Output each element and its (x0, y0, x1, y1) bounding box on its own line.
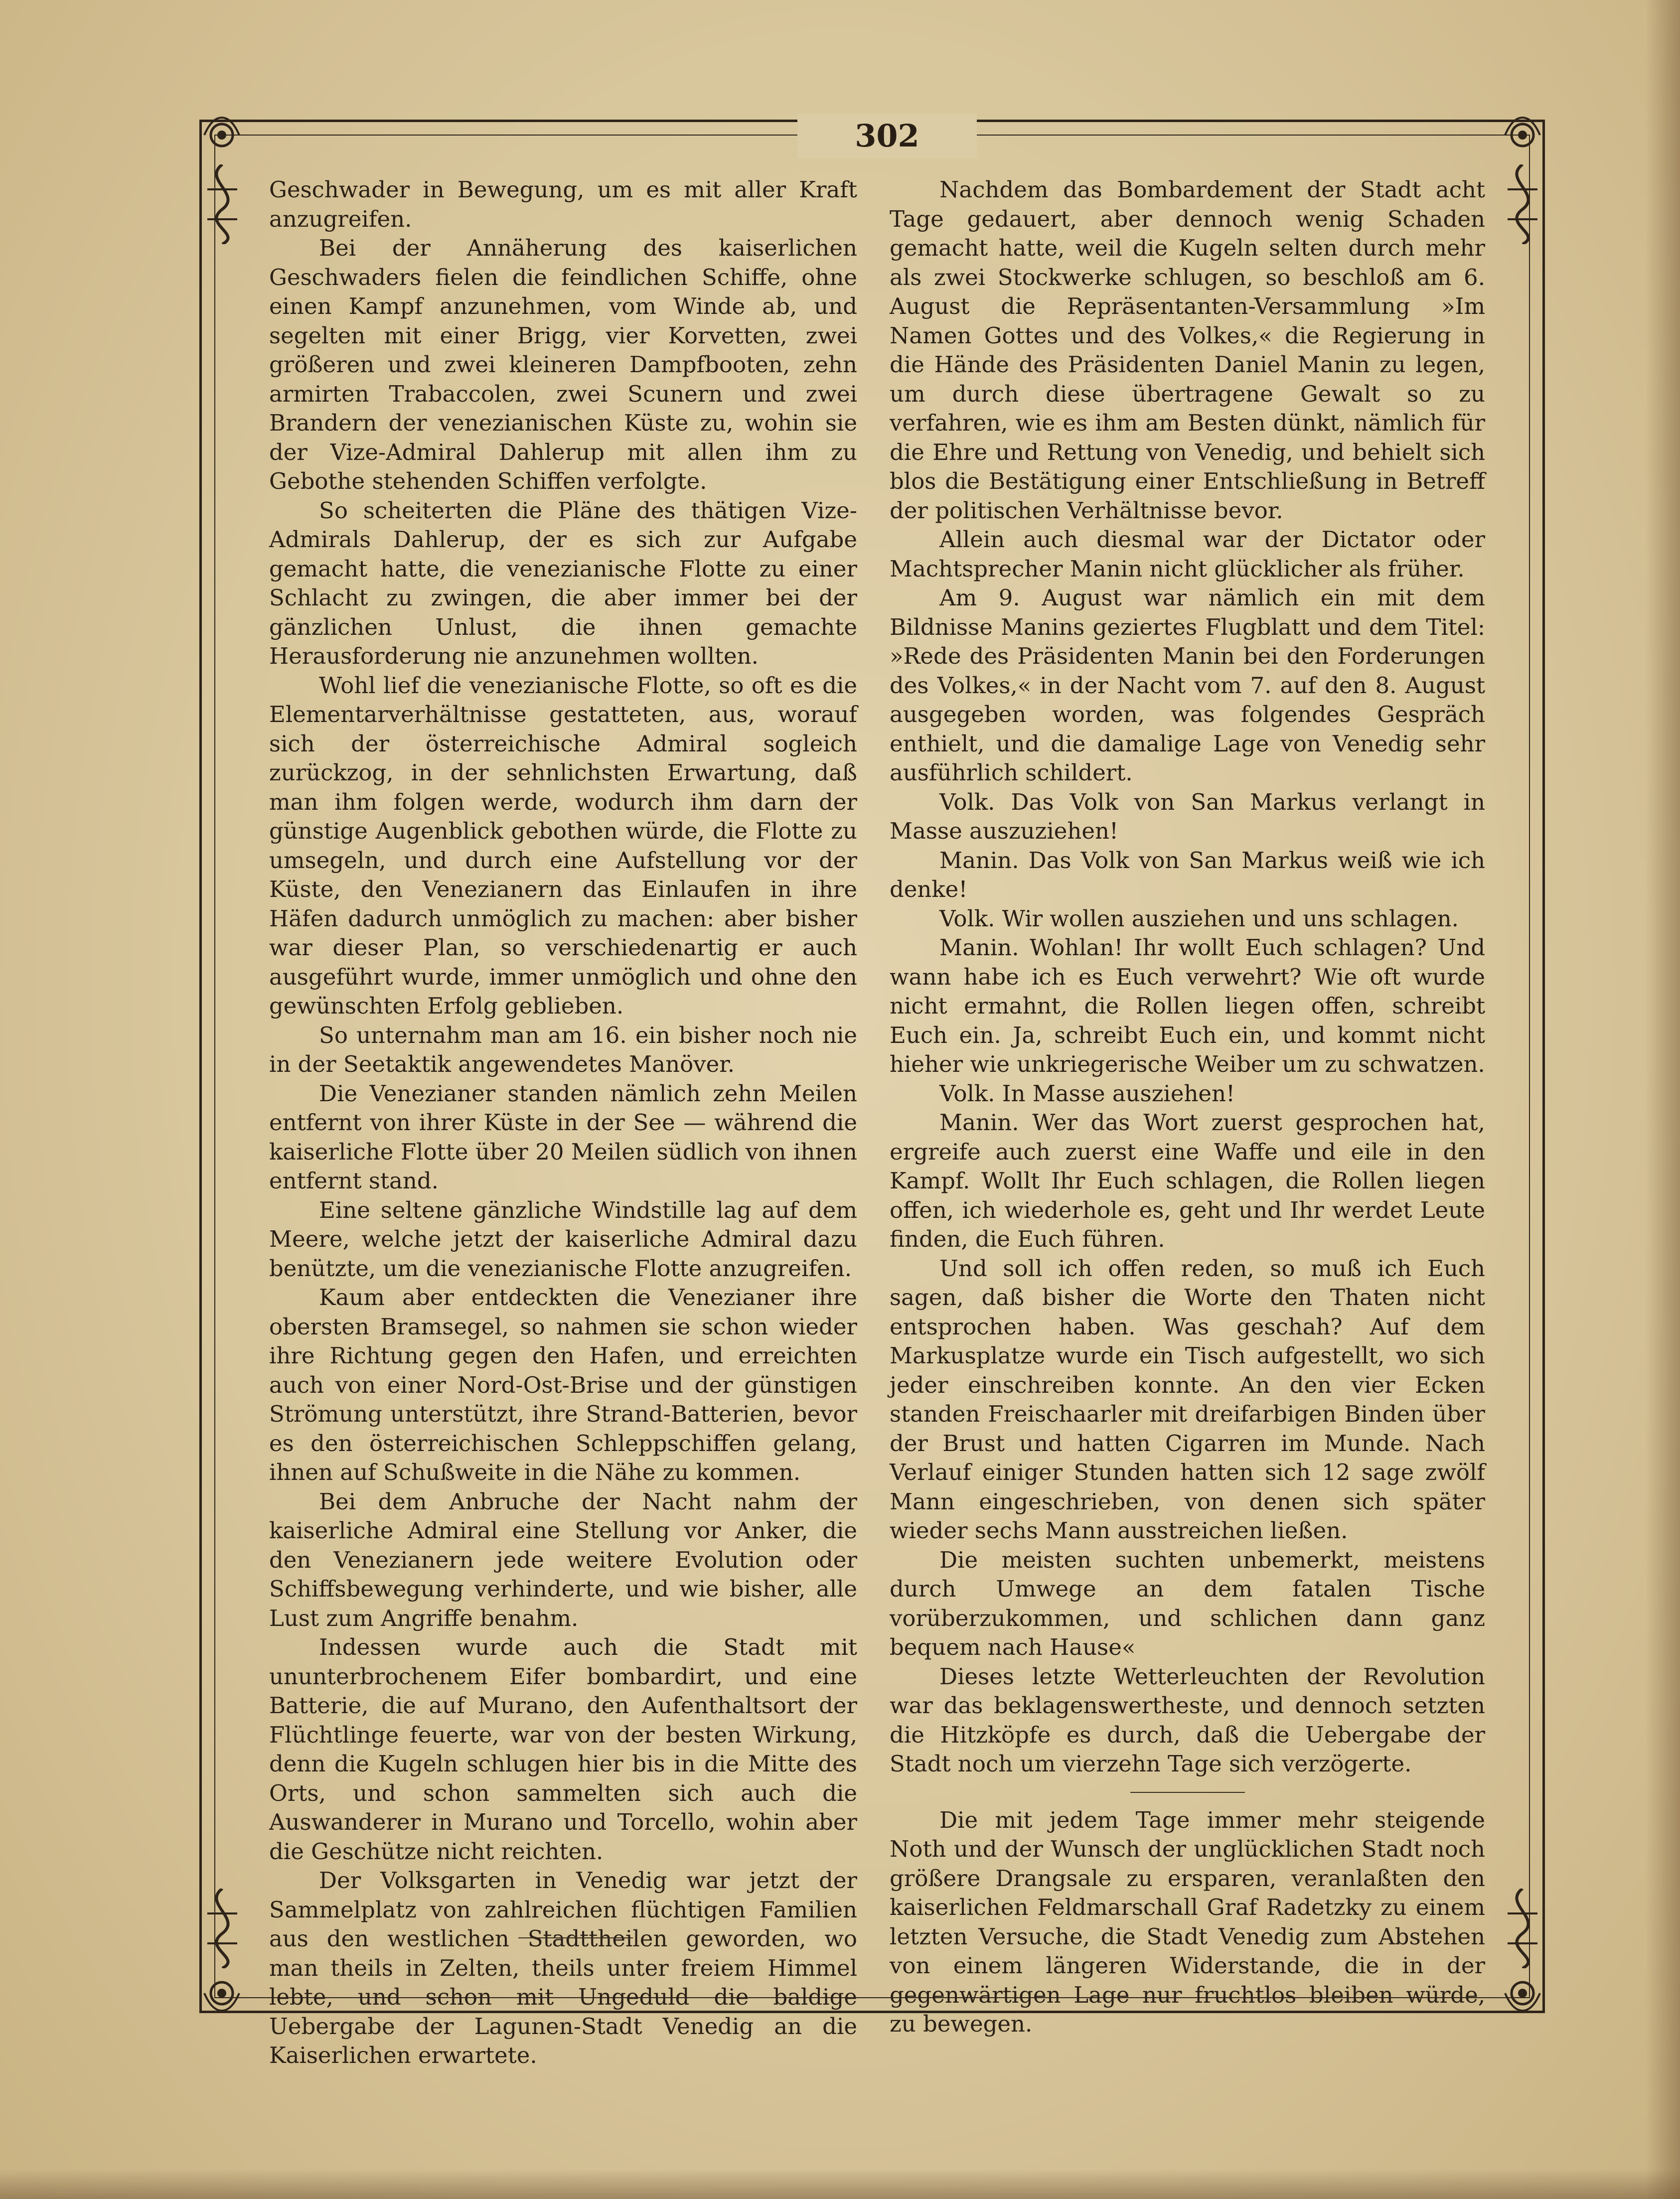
paragraph: Die Venezianer standen nämlich zehn Meilen entfernt von ihrer Küste in der See — während die kaiserliche Flotte über 20 Meilen südlich von ihnen entfernt stand. (269, 1080, 857, 1194)
paragraph: Und soll ich offen reden, so muß ich Euch sagen, daß bisher die Worte den Thaten nicht entsprochen haben. Was geschah? Auf dem Markusplatze wurde ein Tisch aufgestellt, wo sich jeder einschreiben konnte. An den vier Ecken standen Freischaarler mit dreifarbigen Binden über der Brust und hatten Cigarren im Munde. Nach Verlauf einiger Stunden hatten sich 12 sage zwölf Mann eingeschrieben, von denen sich später wieder sechs Mann ausstreichen ließen. (890, 1255, 1485, 1544)
corner-ornament-icon (1500, 1971, 1545, 2016)
corner-ornament-icon (199, 1971, 244, 2016)
paragraph: So unternahm man am 16. ein bisher noch nie in der Seetaktik angewendetes Manöver. (269, 1022, 857, 1077)
paragraph: Wohl lief die venezianische Flotte, so oft es die Elementarverhältnisse gestatteten, aus, worauf sich der österreichische Admiral sogleich zurückzog, in der sehnlichsten Erwartung, daß man ihm folgen werde, wodurch ihm darn der günstige Augenblick gebothen würde, die Flotte zu umsegeln, und durch eine Aufstellung vor der Küste, den Venezianern das Einlaufen in ihre Häfen dadurch unmöglich zu machen: aber bisher war dieser Plan, so verschiedenartig er auch ausgeführt wurde, immer unmöglich und ohne den gewünschten Erfolg geblieben. (269, 672, 857, 1019)
page-number: 302 (797, 114, 977, 158)
dialogue-line: Manin. Das Volk von San Markus weiß wie ich denke! (890, 847, 1485, 902)
dialogue-line: Manin. Wer das Wort zuerst gesprochen hat, ergreife auch zuerst eine Waffe und eile in den Kampf. Wollt Ihr Euch schlagen, die Rollen liegen offen, ich wiederhole es, geht und Ihr werdet Leute finden, die Euch führen. (890, 1109, 1485, 1252)
paragraph: Bei dem Anbruche der Nacht nahm der kaiserliche Admiral eine Stellung vor Anker, die den Venezianern jede weitere Evolution oder Schiffsbewegung verhinderte, und wie bisher, alle Lust zum Angriffe benahm. (269, 1488, 857, 1631)
paragraph: Bei der Annäherung des kaiserlichen Geschwaders fielen die feindlichen Schiffe, ohne einen Kampf anzunehmen, vom Winde ab, und segelten mit einer Brigg, vier Korvetten, zwei größeren und zwei kleineren Dampfbooten, zehn armirten Trabaccolen, zwei Scunern und zwei Brandern der venezianischen Küste zu, wohin sie der Vize-Admiral Dahlerup mit allen ihm zu Gebothe stehenden Schiffen verfolgte. (269, 235, 857, 494)
paragraph: Allein auch diesmal war der Dictator oder Machtsprecher Manin nicht glücklicher als früher. (890, 526, 1485, 582)
flourish-left-bottom-icon (197, 1889, 247, 1968)
paragraph: Eine seltene gänzliche Windstille lag auf dem Meere, welche jetzt der kaiserliche Admiral dazu benützte, um die venezianische Flotte anzugreifen. (269, 1196, 857, 1282)
section-divider (518, 1937, 633, 1938)
dialogue-line: Volk. Wir wollen ausziehen und uns schlagen. (939, 905, 1459, 932)
flourish-right-top-icon (1498, 164, 1547, 244)
flourish-right-bottom-icon (1498, 1889, 1547, 1968)
dialogue-line: Volk. Das Volk von San Markus verlangt in Masse auszuziehen! (890, 788, 1485, 844)
paragraph: Am 9. August war nämlich ein mit dem Bildnisse Manins geziertes Flugblatt und dem Titel: »Rede des Präsidenten Manin bei den Forderungen des Volkes,« in der Nacht vom 7. auf den 8. August ausgegeben worden, was folgendes Gespräch enthielt, und die damalige Lage von Venedig sehr ausführlich schildert. (890, 585, 1485, 786)
dialogue-line: Volk. In Masse ausziehen! (939, 1080, 1235, 1107)
paragraph: Geschwader in Bewegung, um es mit aller Kraft anzugreifen. (269, 176, 857, 232)
text-column-right (890, 175, 1485, 2039)
page-edge-shadow-bottom (0, 2169, 1680, 2199)
paragraph: Die meisten suchten unbemerkt, meistens durch Umwege an dem fatalen Tische vorüberzukommen, und schlichen dann ganz bequem nach Hause« (890, 1546, 1485, 1660)
page-edge-shadow-right (1645, 0, 1680, 2199)
paragraph: Kaum aber entdeckten die Venezianer ihre obersten Bramsegel, so nahmen sie schon wieder ihre Richtung gegen den Hafen, und erreichten auch von einer Nord-Ost-Brise und der günstigen Strömung unterstützt, ihre Strand-Batterien, bevor es den österreichischen Schleppschiffen gelang, ihnen auf Schußweite in die Nähe zu kommen. (269, 1284, 857, 1485)
corner-ornament-icon (1500, 113, 1545, 157)
paragraph: Die mit jedem Tage immer mehr steigende Noth und der Wunsch der unglücklichen Stadt noch größere Drangsale zu ersparen, veranlaßten den kaiserlichen Feldmarschall Graf Radetzky zu einem letzten Versuche, die Stadt Venedig zum Abstehen von einem längeren Widerstande, die in der gegenwärtigen Lage nur fruchtlos bleiben würde, zu bewegen. (890, 1806, 1485, 2037)
flourish-left-top-icon (197, 164, 247, 244)
text-column-left (269, 175, 857, 2070)
corner-ornament-icon (199, 113, 244, 157)
paragraph: Indessen wurde auch die Stadt mit ununterbrochenem Eifer bombardirt, und eine Batterie, die auf Murano, den Aufenthaltsort der Flüchtlinge feuerte, war von der besten Wirkung, denn die Kugeln schlugen hier bis in die Mitte des Orts, und schon sammelten sich auch die Auswanderer in Murano und Torcello, wohin aber die Geschütze nicht reichten. (269, 1634, 857, 1865)
paragraph: Dieses letzte Wetterleuchten der Revolution war das beklagenswertheste, und dennoch setzten die Hitzköpfe es durch, daß die Uebergabe der Stadt noch um vierzehn Tage sich verzögerte. (890, 1663, 1485, 1777)
dialogue-line: Manin. Wohlan! Ihr wollt Euch schlagen? Und wann habe ich es Euch verwehrt? Wie oft wurde nicht ermahnt, die Rollen liegen offen, schreibt Euch ein. Ja, schreibt Euch ein, und kommt nicht hieher wie unkriegerische Weiber um zu schwatzen. (890, 934, 1485, 1077)
paragraph: Nachdem das Bombardement der Stadt acht Tage gedauert, aber dennoch wenig Schaden gemacht hatte, weil die Kugeln selten durch mehr als zwei Stockwerke schlugen, so beschloß am 6. August die Repräsentanten-Versammlung »Im Namen Gottes und des Volkes,« die Regierung in die Hände des Präsidenten Daniel Manin zu legen, um durch diese übertragene Gewalt so zu verfahren, wie es ihm am Besten dünkt, nämlich für die Ehre und Rettung von Venedig, und behielt sich blos die Bestätigung einer Entschließung in Betreff der politischen Verhältnisse bevor. (890, 176, 1485, 524)
paragraph: So scheiterten die Pläne des thätigen Vize-Admirals Dahlerup, der es sich zur Aufgabe gemacht hatte, die venezianische Flotte zu einer Schlacht zu zwingen, die aber immer bei der gänzlichen Unlust, die ihnen gemachte Herausforderung nie anzunehmen wollten. (269, 497, 857, 669)
paragraph: Der Volksgarten in Venedig war jetzt der Sammelplatz von zahlreichen flüchtigen Familien aus den westlichen Stadttheilen geworden, wo man theils in Zelten, theils unter freiem Himmel lebte, und schon mit Ungeduld die baldige Uebergabe der Lagunen-Stadt Venedig an die Kaiserlichen erwartete. (269, 1867, 857, 2068)
section-divider (1130, 1792, 1245, 1793)
